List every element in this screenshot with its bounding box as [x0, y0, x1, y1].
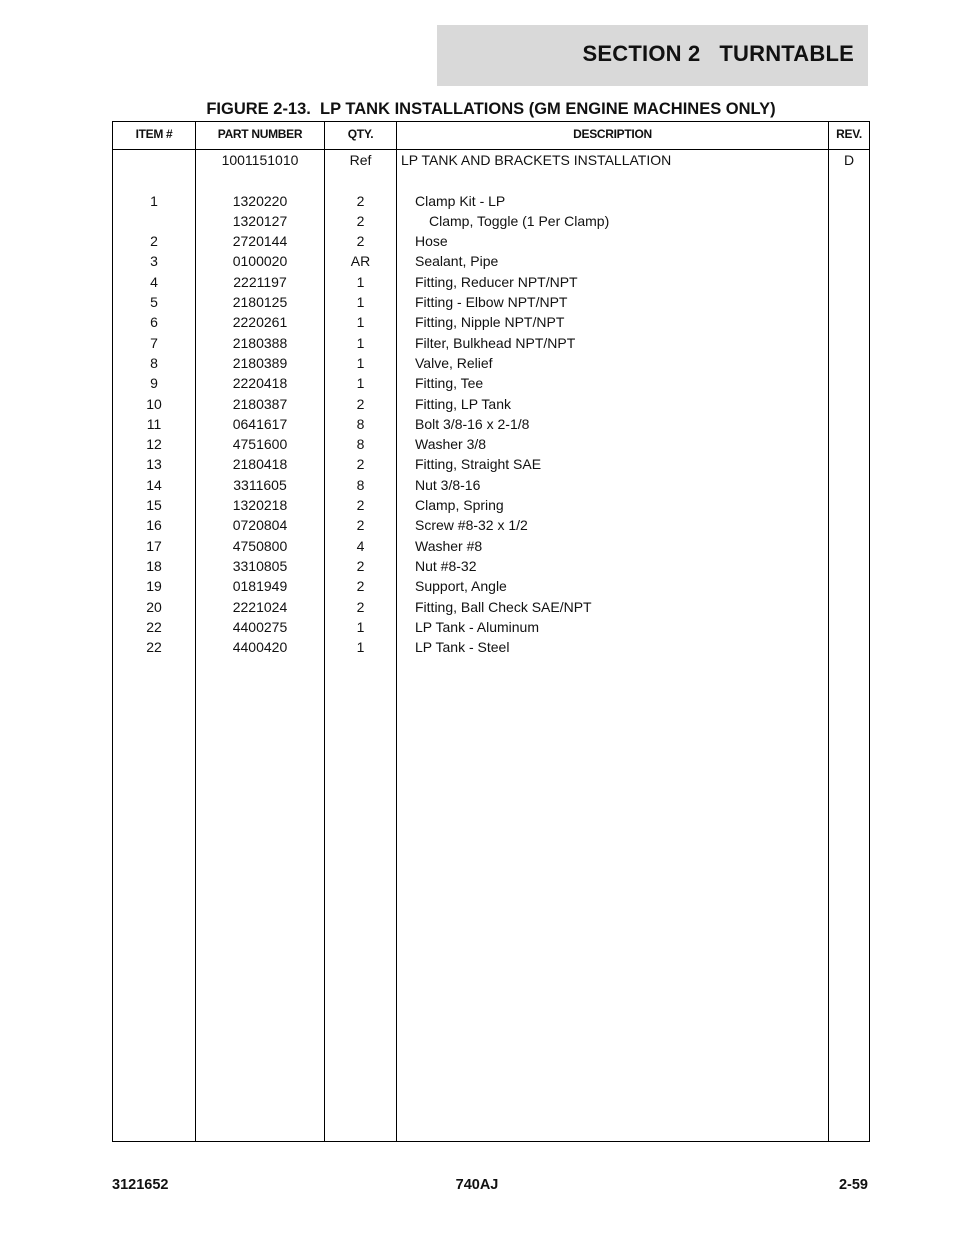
header-part-number: PART NUMBER: [217, 127, 303, 141]
item-number-cell: 3: [150, 253, 158, 270]
part-number-cell: 0720804: [232, 517, 288, 534]
table-row: [113, 170, 869, 190]
part-number-cell: 4400420: [232, 639, 288, 656]
part-number-cell: 0641617: [232, 415, 288, 432]
quantity-cell: 2: [356, 192, 365, 209]
part-number-cell: 3311605: [233, 476, 287, 493]
quantity-cell: 1: [356, 294, 365, 311]
description-cell: Fitting, Reducer NPT/NPT: [415, 273, 578, 290]
part-number-cell: 2220261: [232, 314, 288, 331]
item-number-cell: 18: [146, 557, 162, 574]
quantity-cell: 1: [356, 639, 365, 656]
table-row: [113, 150, 869, 170]
quantity-cell: 8: [356, 415, 365, 432]
table-row: [113, 353, 869, 373]
figure-title: FIGURE 2-13. LP TANK INSTALLATIONS (GM ENGINE MACHINES ONLY): [206, 100, 776, 118]
item-number-cell: 2: [150, 233, 158, 250]
description-cell: Nut #8-32: [415, 557, 477, 574]
quantity-cell: 2: [356, 598, 365, 615]
part-number-cell: 1001151010: [221, 152, 299, 168]
part-number-cell: 2720144: [232, 233, 288, 250]
description-cell: Fitting, Ball Check SAE/NPT: [415, 598, 592, 615]
quantity-cell: 2: [356, 557, 365, 574]
quantity-cell: 2: [356, 395, 365, 412]
part-number-cell: 1320127: [232, 212, 288, 229]
item-number-cell: 1: [150, 192, 158, 209]
table-row: [113, 617, 869, 637]
item-number-cell: 7: [150, 334, 158, 351]
table-row: [113, 333, 869, 353]
section-title: SECTION 2 TURNTABLE: [582, 41, 854, 66]
table-row: [113, 292, 869, 312]
item-number-cell: 5: [150, 294, 158, 311]
part-number-cell: 2221197: [233, 273, 287, 290]
quantity-cell: 2: [356, 456, 365, 473]
description-cell: LP Tank - Steel: [415, 639, 510, 656]
header-qty: QTY.: [347, 127, 374, 141]
item-number-cell: 11: [146, 415, 162, 432]
quantity-cell: 1: [356, 618, 365, 635]
footer-page-number: 2-59: [838, 1177, 868, 1193]
table-row: [113, 373, 869, 393]
header-item: ITEM #: [135, 127, 173, 141]
part-number-cell: 3310805: [232, 557, 288, 574]
description-cell: Clamp, Toggle (1 Per Clamp): [429, 212, 610, 229]
description-cell: Sealant, Pipe: [415, 253, 499, 270]
quantity-cell: 1: [356, 314, 365, 331]
part-number-cell: 2220418: [232, 375, 288, 392]
quantity-cell: AR: [350, 253, 371, 270]
table-row: [113, 394, 869, 414]
quantity-cell: 2: [356, 497, 365, 514]
part-number-cell: 4751600: [232, 436, 288, 453]
table-row: [113, 251, 869, 271]
item-number-cell: 10: [146, 395, 162, 412]
table-row: [113, 312, 869, 332]
quantity-cell: 1: [356, 375, 365, 392]
quantity-cell: 1: [356, 334, 365, 351]
part-number-cell: 1320220: [232, 192, 288, 209]
table-row: [113, 454, 869, 474]
quantity-cell: 4: [356, 537, 365, 554]
quantity-cell: 2: [356, 517, 365, 534]
item-number-cell: 16: [146, 517, 162, 534]
description-cell: LP TANK AND BRACKETS INSTALLATION: [401, 152, 672, 168]
footer-model: 740AJ: [455, 1177, 499, 1193]
item-number-cell: 12: [146, 436, 162, 453]
table-row: [113, 272, 869, 292]
part-number-cell: 2180125: [232, 294, 288, 311]
quantity-cell: 2: [356, 212, 365, 229]
part-number-cell: 2180389: [232, 354, 288, 371]
revision-cell: D: [843, 152, 855, 168]
description-cell: Filter, Bulkhead NPT/NPT: [415, 334, 576, 351]
description-cell: Fitting, LP Tank: [415, 395, 511, 412]
part-number-cell: 0100020: [232, 253, 288, 270]
description-cell: Washer 3/8: [415, 436, 487, 453]
description-cell: Bolt 3/8-16 x 2-1/8: [415, 415, 530, 432]
part-number-cell: 2180387: [232, 395, 288, 412]
table-row: [113, 576, 869, 596]
item-number-cell: 19: [146, 578, 162, 595]
table-row: [113, 536, 869, 556]
section-banner: [437, 25, 868, 86]
table-row: [113, 597, 869, 617]
table-row: [113, 231, 869, 251]
part-number-cell: 4750800: [232, 537, 288, 554]
quantity-cell: Ref: [349, 152, 372, 168]
item-number-cell: 14: [146, 476, 162, 493]
table-row: [113, 414, 869, 434]
table-row: [113, 434, 869, 454]
table-row: [113, 556, 869, 576]
item-number-cell: 22: [146, 639, 162, 656]
description-cell: Support, Angle: [415, 578, 507, 595]
table-row: [113, 495, 869, 515]
part-number-cell: 2180388: [232, 334, 288, 351]
parts-table: [112, 121, 870, 1142]
header-rev: REV.: [836, 127, 862, 141]
description-cell: Screw #8-32 x 1/2: [415, 517, 528, 534]
description-cell: Fitting, Straight SAE: [415, 456, 542, 473]
description-cell: LP Tank - Aluminum: [415, 618, 539, 635]
table-row: [113, 191, 869, 211]
table-body: [113, 150, 869, 657]
item-number-cell: 6: [150, 314, 158, 331]
quantity-cell: 1: [356, 354, 365, 371]
part-number-cell: 2221024: [232, 598, 288, 615]
quantity-cell: 2: [356, 578, 365, 595]
quantity-cell: 8: [356, 476, 365, 493]
footer-document-number: 3121652: [112, 1177, 169, 1193]
item-number-cell: 15: [146, 497, 162, 514]
item-number-cell: 17: [146, 537, 162, 554]
item-number-cell: 20: [146, 598, 162, 615]
quantity-cell: 2: [356, 233, 365, 250]
description-cell: Fitting - Elbow NPT/NPT: [415, 294, 568, 311]
description-cell: Hose: [415, 233, 448, 250]
item-number-cell: 8: [150, 354, 158, 371]
description-cell: Clamp, Spring: [415, 497, 504, 514]
table-row: [113, 637, 869, 657]
header-description: DESCRIPTION: [573, 127, 652, 141]
table-row: [113, 515, 869, 535]
item-number-cell: 13: [146, 456, 162, 473]
item-number-cell: 4: [150, 273, 158, 290]
part-number-cell: 4400275: [232, 618, 288, 635]
part-number-cell: 2180418: [232, 456, 288, 473]
quantity-cell: 8: [356, 436, 365, 453]
description-cell: Washer #8: [415, 537, 483, 554]
part-number-cell: 0181949: [232, 578, 288, 595]
item-number-cell: 22: [146, 618, 162, 635]
quantity-cell: 1: [356, 273, 365, 290]
table-row: [113, 475, 869, 495]
part-number-cell: 1320218: [232, 497, 288, 514]
item-number-cell: 9: [150, 375, 158, 392]
table-row: [113, 211, 869, 231]
description-cell: Nut 3/8-16: [415, 476, 481, 493]
description-cell: Fitting, Nipple NPT/NPT: [415, 314, 565, 331]
description-cell: Valve, Relief: [415, 354, 493, 371]
description-cell: Clamp Kit - LP: [415, 192, 506, 209]
description-cell: Fitting, Tee: [415, 375, 484, 392]
